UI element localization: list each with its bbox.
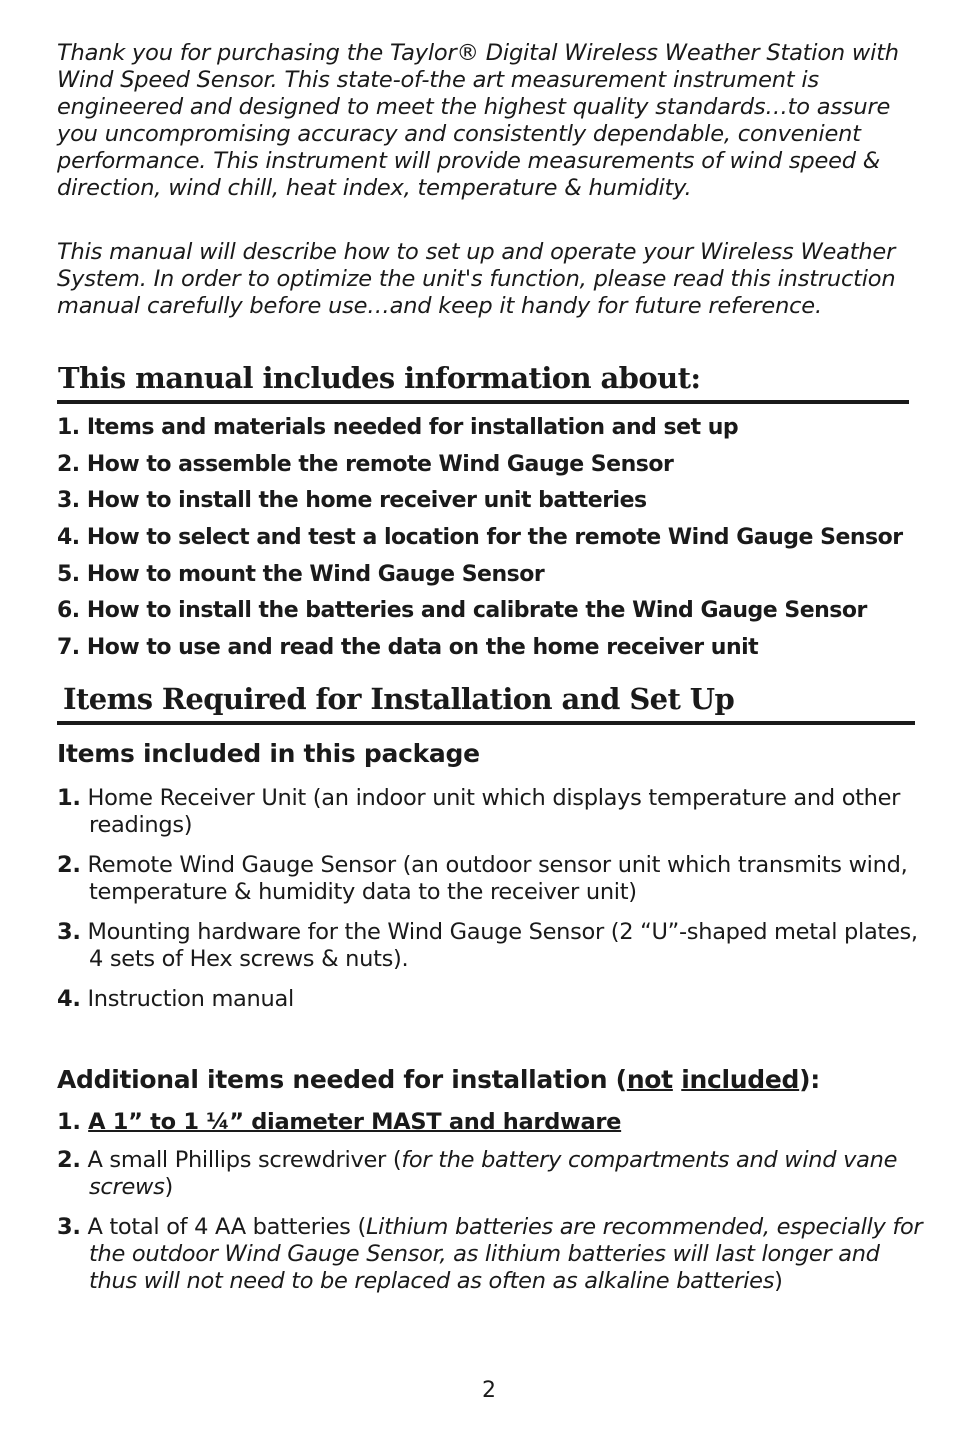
item-text: A small Phillips screwdriver (	[87, 1147, 402, 1173]
item-number: 3.	[57, 1214, 81, 1240]
item-number: 2.	[57, 852, 81, 878]
item-close: )	[774, 1268, 783, 1294]
items-required-heading: Items Required for Installation and Set Up	[63, 682, 735, 716]
included-items-heading: Items included in this package	[57, 739, 480, 768]
intro-paragraph-1	[57, 40, 927, 202]
included-items-list	[57, 785, 927, 1026]
list-item	[57, 1109, 927, 1136]
contents-item: 7. How to use and read the data on the home receiver unit	[57, 635, 759, 661]
contents-item: 1. Items and materials needed for installation and set up	[57, 415, 739, 440]
heading-rule	[57, 721, 915, 725]
not-underlined: not	[626, 1065, 673, 1094]
item-number: 2.	[57, 1147, 81, 1173]
contents-item: 2. How to assemble the remote Wind Gauge Sensor	[57, 451, 674, 477]
item-number: 3.	[57, 919, 81, 945]
intro-text-1: Thank you for purchasing the Taylor® Digital Wireless Weather Station with Wind Speed Sensor. This state-of-the art measurement instrument is engineered and designed to meet the highest quality standards…to assure you uncompromising accuracy and consistently dependable, convenient performance. This instrument will provide measurements of wind speed & direction, wind chill, heat index, temperature & humidity.	[57, 40, 899, 201]
manual-contents-heading: This manual includes information about:	[58, 361, 701, 395]
heading-text: Additional items needed for installation (	[57, 1065, 627, 1094]
list-item	[57, 1147, 927, 1201]
additional-items-heading	[57, 1064, 820, 1096]
item-text: A total of 4 AA batteries (	[87, 1214, 366, 1240]
contents-item: 4. How to select and test a location for the remote Wind Gauge Sensor	[57, 525, 903, 551]
list-item	[57, 852, 927, 906]
item-note: for the battery compartments and wind vane screws	[89, 1147, 898, 1200]
page-number: 2	[482, 1378, 496, 1403]
heading-rule	[57, 400, 909, 404]
heading-suffix: ):	[799, 1065, 820, 1094]
item-number: 1.	[57, 1109, 81, 1135]
intro-text-2: This manual will describe how to set up and operate your Wireless Weather System. In order to optimize the unit's function, please read this instruction manual carefully before use…and keep it handy for future reference.	[57, 239, 896, 319]
item-text: Home Receiver Unit (an indoor unit which displays temperature and other readings)	[87, 785, 901, 838]
item-close: )	[164, 1174, 173, 1200]
list-item	[57, 986, 927, 1013]
included-underlined: included	[681, 1065, 800, 1094]
contents-item: 5. How to mount the Wind Gauge Sensor	[57, 561, 545, 587]
contents-item: 6. How to install the batteries and calibrate the Wind Gauge Sensor	[57, 598, 867, 624]
item-text: Instruction manual	[87, 986, 294, 1012]
item-number: 4.	[57, 986, 81, 1012]
list-item	[57, 1214, 927, 1295]
item-text: A 1” to 1 ¼” diameter MAST and hardware	[88, 1109, 622, 1135]
item-note: Lithium batteries are recommended, especially for the outdoor Wind Gauge Sensor, as lithium batteries will last longer and thus will not need to be replaced as often as alkaline batteries	[89, 1214, 923, 1294]
item-number: 1.	[57, 785, 81, 811]
contents-item: 3. How to install the home receiver unit batteries	[57, 488, 647, 514]
additional-items-list	[57, 1109, 927, 1308]
item-text: Remote Wind Gauge Sensor (an outdoor sensor unit which transmits wind, temperature & humidity data to the receiver unit)	[87, 852, 908, 905]
manual-contents-list	[57, 410, 903, 667]
item-text: Mounting hardware for the Wind Gauge Sensor (2 “U”-shaped metal plates, 4 sets of Hex screws & nuts).	[87, 919, 918, 972]
list-item	[57, 919, 927, 973]
list-item	[57, 785, 927, 839]
intro-paragraph-2	[57, 239, 927, 320]
